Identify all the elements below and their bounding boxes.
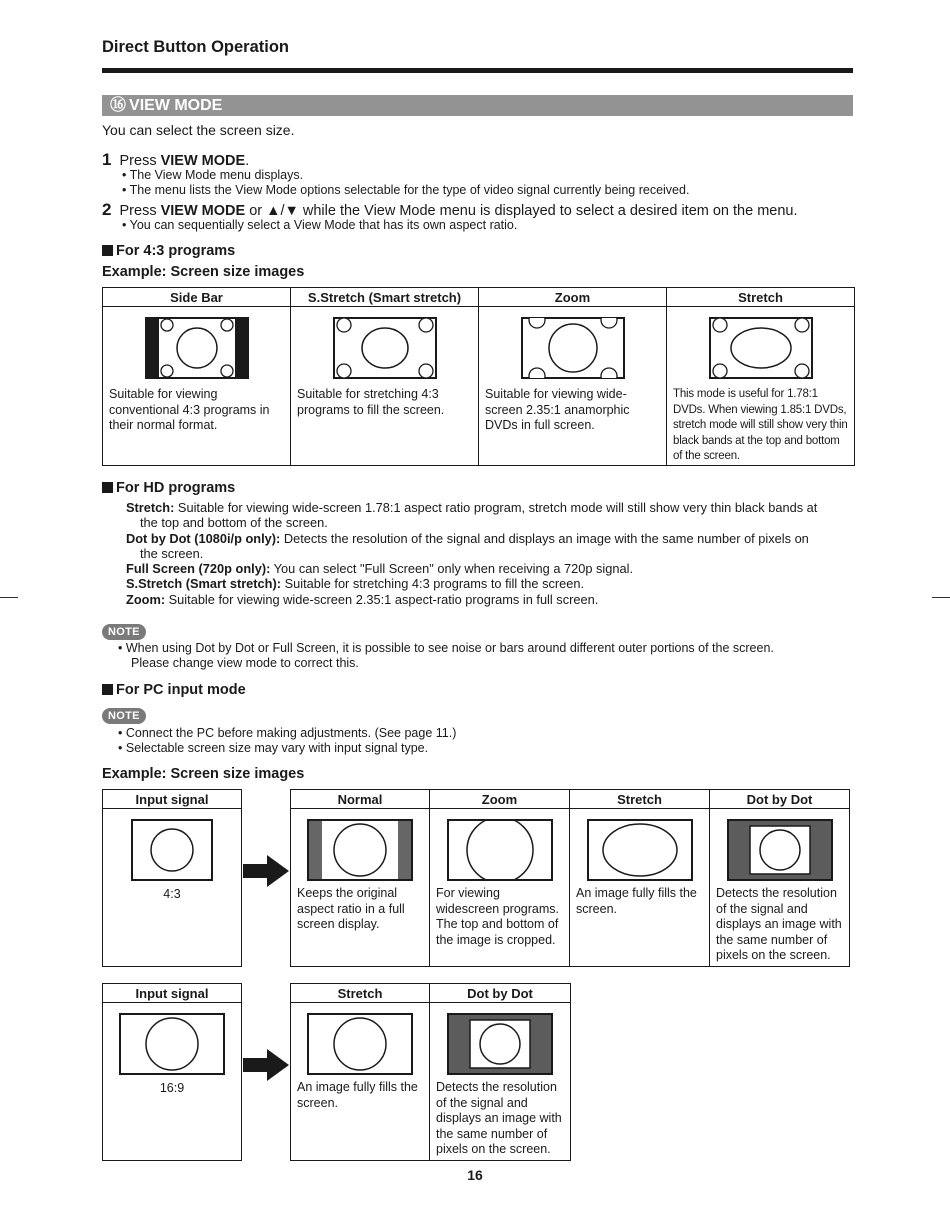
- pc-col-header: Stretch: [570, 790, 710, 809]
- step-button-name: VIEW MODE: [160, 203, 246, 219]
- pc-col-header: Dot by Dot: [710, 790, 850, 809]
- sd-col-header: Side Bar: [103, 288, 291, 307]
- step-text: Press: [119, 153, 161, 169]
- hd-item-continuation: the top and bottom of the screen.: [140, 515, 328, 530]
- stretch-screen-icon: [667, 307, 854, 381]
- pc-example-heading: Example: Screen size images: [102, 766, 305, 782]
- input-4-3-screen-icon: [103, 809, 241, 881]
- hd-item-stretch: Stretch: Suitable for viewing wide-screen 1.78:1 aspect ratio program, stretch mode will still show very thin black bands at: [126, 500, 818, 515]
- hd-item-zoom: Zoom: Suitable for viewing wide-screen 2.35:1 aspect-ratio programs in full screen.: [126, 592, 599, 607]
- dot-by-dot-screen-icon: [430, 1003, 570, 1075]
- pc-heading: For PC input mode: [102, 682, 246, 698]
- smart-stretch-screen-icon: [291, 307, 478, 381]
- zoom-screen-icon: [479, 307, 666, 381]
- step-text: Press: [119, 203, 161, 219]
- crop-mark: [932, 597, 950, 598]
- header-rule: [102, 68, 853, 73]
- pc-col-desc: An image fully fills the screen.: [297, 1080, 418, 1110]
- step-2-bullet: • You can sequentially select a View Mode that has its own aspect ratio.: [122, 218, 518, 232]
- side-bar-screen-icon: [103, 307, 290, 381]
- pc-note-bullet: • Connect the PC before making adjustments. (See page 11.): [118, 726, 457, 740]
- pc-col-desc: An image fully fills the screen.: [576, 886, 697, 916]
- step-number: 2: [102, 200, 112, 219]
- sd-col-desc: Suitable for stretching 4:3 programs to fill the screen.: [297, 387, 445, 417]
- page-number: 16: [467, 1167, 483, 1183]
- step-text: or ▲/▼ while the View Mode menu is displayed to select a desired item on the menu.: [245, 203, 798, 219]
- pc-col-desc: Detects the resolution of the signal and displays an image with the same number of pixels on the screen.: [716, 886, 842, 962]
- zoom-screen-icon: [430, 809, 569, 881]
- pc-col-desc: Keeps the original aspect ratio in a full screen display.: [297, 886, 405, 931]
- section-number: ⑯: [110, 97, 127, 114]
- page-header-title: Direct Button Operation: [102, 38, 290, 56]
- sd-col-desc: This mode is useful for 1.78:1 DVDs. When viewing 1.85:1 DVDs, stretch mode will still show very thin black bands at the top and bottom of the screen.: [673, 388, 848, 462]
- sd-col-header: Stretch: [667, 288, 855, 307]
- dot-by-dot-screen-icon: [710, 809, 849, 881]
- sd-example-heading: Example: Screen size images: [102, 264, 305, 280]
- section-title-bar: [102, 95, 853, 116]
- square-bullet-icon: [102, 245, 113, 256]
- sd-col-header: S.Stretch (Smart stretch): [291, 288, 479, 307]
- stretch-screen-icon: [570, 809, 709, 881]
- input-signal-header: Input signal: [103, 790, 242, 809]
- pc-output-table-4-3: [290, 789, 850, 967]
- input-signal-header: Input signal: [103, 984, 242, 1003]
- pc-col-header: Stretch: [291, 984, 430, 1003]
- note-badge: NOTE: [102, 622, 146, 640]
- sd-mode-table: [102, 287, 855, 466]
- pc-col-header: Zoom: [430, 790, 570, 809]
- pc-col-desc: Detects the resolution of the signal and displays an image with the same number of pixels on the screen.: [436, 1080, 562, 1156]
- hd-item-continuation: the screen.: [140, 546, 204, 561]
- pc-col-desc: For viewing widescreen programs. The top and bottom of the image is cropped.: [436, 886, 559, 947]
- square-bullet-icon: [102, 482, 113, 493]
- hd-heading: For HD programs: [102, 480, 235, 496]
- step-text: .: [245, 153, 250, 169]
- step-1-bullet: • The View Mode menu displays.: [122, 168, 304, 182]
- section-title: VIEW MODE: [129, 97, 223, 114]
- step-1: [102, 150, 249, 170]
- pc-col-header: Normal: [291, 790, 430, 809]
- input-signal-label: 16:9: [159, 1081, 185, 1095]
- step-number: 1: [102, 150, 112, 169]
- pc-col-header: Dot by Dot: [430, 984, 571, 1003]
- sd-heading: For 4:3 programs: [102, 243, 235, 259]
- stretch-screen-icon: [291, 1003, 429, 1075]
- hd-note-text: • When using Dot by Dot or Full Screen, it is possible to see noise or bars around different outer portions of the screen.: [118, 641, 774, 655]
- normal-screen-icon: [291, 809, 429, 881]
- input-signal-label: 4:3: [163, 887, 181, 901]
- step-1-bullet: • The menu lists the View Mode options selectable for the type of video signal currently being received.: [122, 183, 690, 197]
- step-button-name: VIEW MODE: [160, 153, 246, 169]
- pc-input-table-16-9: [102, 983, 242, 1161]
- sd-col-desc: Suitable for viewing wide-screen 2.35:1 anamorphic DVDs in full screen.: [485, 387, 630, 432]
- pc-output-table-16-9: [290, 983, 571, 1161]
- hd-item-full-screen: Full Screen (720p only): You can select "Full Screen" only when receiving a 720p signal.: [126, 561, 634, 576]
- pc-input-table-4-3: [102, 789, 242, 967]
- hd-item-dot-by-dot: Dot by Dot (1080i/p only): Detects the resolution of the signal and displays an image with the same number of pixels on: [126, 531, 809, 546]
- note-badge: NOTE: [102, 706, 146, 724]
- section-intro: You can select the screen size.: [102, 122, 295, 138]
- pc-note-bullet: • Selectable screen size may vary with input signal type.: [118, 741, 429, 755]
- input-16-9-screen-icon: [103, 1003, 241, 1075]
- arrow-right-icon: [243, 855, 289, 887]
- sd-col-header: Zoom: [479, 288, 667, 307]
- square-bullet-icon: [102, 684, 113, 695]
- step-2: [102, 200, 798, 220]
- hd-item-smart-stretch: S.Stretch (Smart stretch): Suitable for stretching 4:3 programs to fill the screen.: [126, 576, 585, 591]
- sd-col-desc: Suitable for viewing conventional 4:3 programs in their normal format.: [109, 387, 270, 432]
- crop-mark: [0, 597, 18, 598]
- hd-note-text: Please change view mode to correct this.: [131, 656, 359, 670]
- arrow-right-icon: [243, 1049, 289, 1081]
